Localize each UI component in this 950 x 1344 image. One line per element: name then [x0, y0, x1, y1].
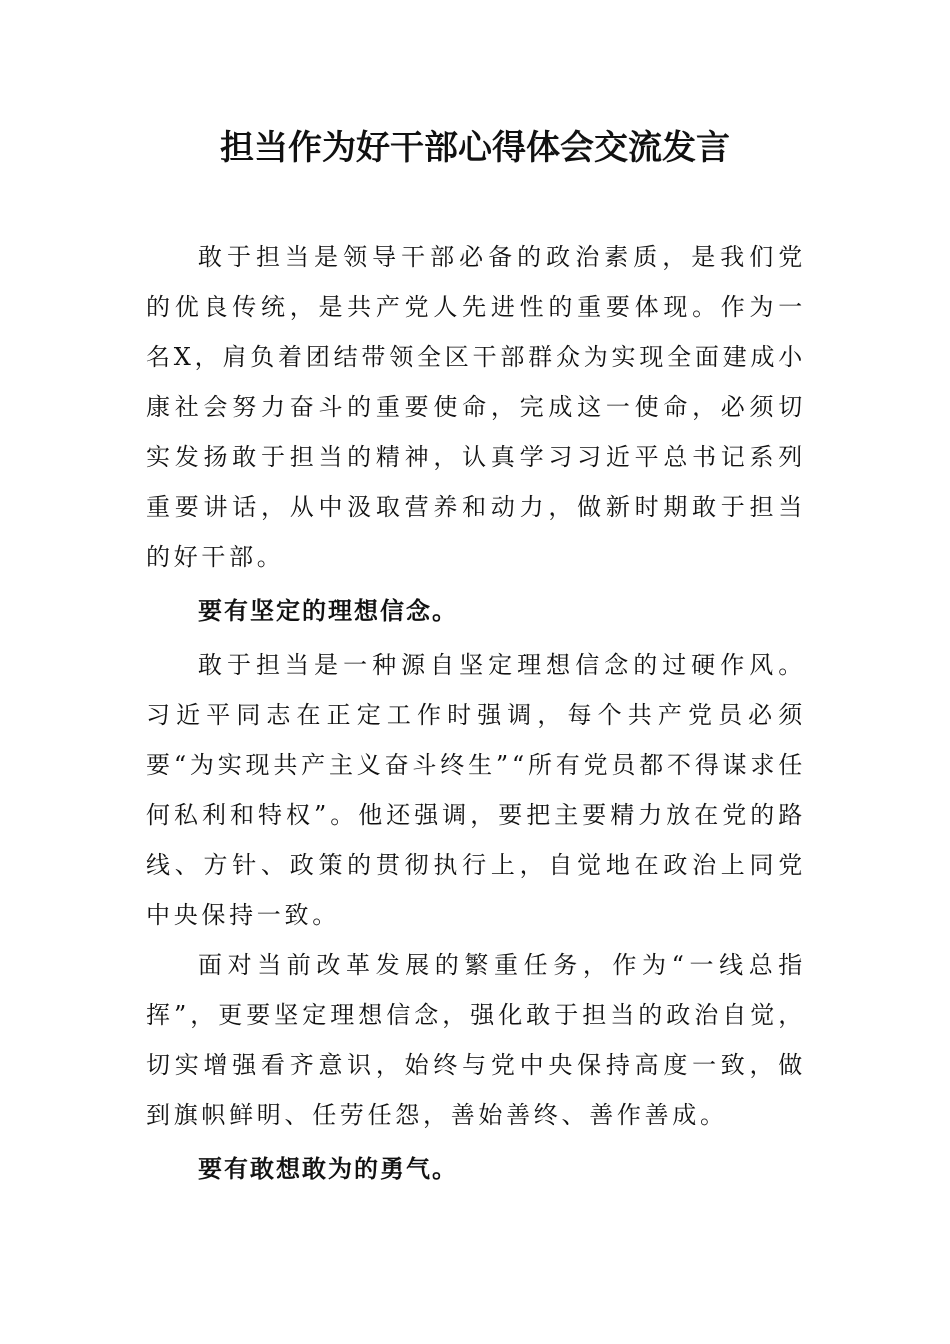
document-title: 担当作为好干部心得体会交流发言	[220, 128, 730, 168]
paragraph-tasks: 面对当前改革发展的繁重任务，作为“一线总指挥”，更要坚定理想信念，强化敢于担当的政治自觉，切实增强看齐意识，始终与党中央保持高度一致，做到旗帜鲜明、任劳任怨，善始善终、善作善成。	[146, 951, 806, 1129]
paragraph-intro: 敢于担当是领导干部必备的政治素质，是我们党的优良传统，是共产党人先进性的重要体现。作为一名X，肩负着团结带领全区干部群众为实现全面建成小康社会努力奋斗的重要使命，完成这一使命，必须切实发扬敢于担当的精神，认真学习习近平总书记系列重要讲话，从中汲取营养和动力，做新时期敢于担当的好干部。	[146, 243, 806, 571]
paragraph-ideals: 敢于担当是一种源自坚定理想信念的过硬作风。习近平同志在正定工作时强调，每个共产党员必须要“为实现共产主义奋斗终生”“所有党员都不得谋求任何私利和特权”。他还强调，要把主要精力放在党的路线、方针、政策的贯彻执行上，自觉地在政治上同党中央保持一致。	[146, 651, 806, 929]
section-heading-courage: 要有敢想敢为的勇气。	[198, 1154, 458, 1183]
document-body	[146, 232, 806, 1194]
section-heading-ideals: 要有坚定的理想信念。	[198, 596, 458, 625]
